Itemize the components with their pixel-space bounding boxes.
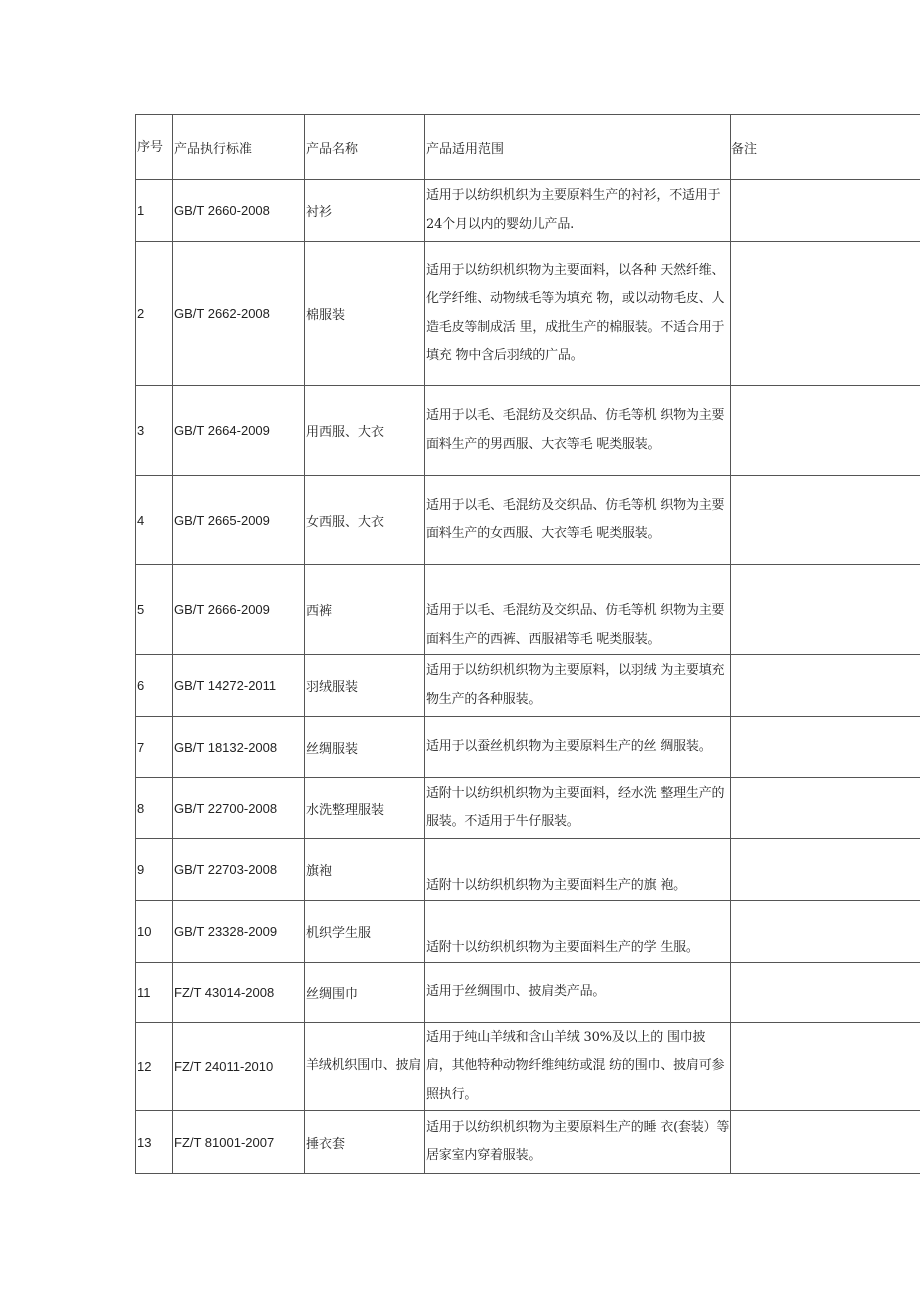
row-scope: 适附十以纺织机织物为主要面料生产的旗 袍。 <box>425 839 731 901</box>
row-product-name: 羊绒机织围巾、披肩 <box>305 1023 425 1111</box>
table-row <box>136 242 920 386</box>
row-standard-code: GB/T 2665-2009 <box>173 476 305 565</box>
row-scope: 适用于以纺织机织物为主要原料，以羽绒 为主要填充物生产的各种服装。 <box>425 655 731 717</box>
row-product-name: 丝绸服装 <box>305 717 425 778</box>
row-product-name: 羽绒服装 <box>305 655 425 717</box>
row-remark <box>731 386 920 476</box>
row-remark <box>731 901 920 963</box>
row-scope: 适用于以纺织机织物为主要原料生产的睡 衣(套装）等居家室内穿着服装。 <box>425 1111 731 1174</box>
row-product-name: 女西服、大衣 <box>305 476 425 565</box>
row-remark <box>731 963 920 1023</box>
table-row <box>136 1111 920 1174</box>
header-scope: 产品适用范围 <box>425 115 731 180</box>
row-standard-code: GB/T 22700-2008 <box>173 778 305 839</box>
row-scope: 适附十以纺织机织物为主要面料，经水洗 整理生产的服装。不适用于牛仔服装。 <box>425 778 731 839</box>
table-row <box>136 901 920 963</box>
row-serial-no: 10 <box>136 901 173 963</box>
row-product-name: 西裤 <box>305 565 425 655</box>
row-serial-no: 4 <box>136 476 173 565</box>
row-standard-code: GB/T 18132-2008 <box>173 717 305 778</box>
row-product-name: 衬衫 <box>305 180 425 242</box>
row-serial-no: 8 <box>136 778 173 839</box>
row-serial-no: 11 <box>136 963 173 1023</box>
row-product-name: 旗袍 <box>305 839 425 901</box>
row-serial-no: 7 <box>136 717 173 778</box>
table-row <box>136 963 920 1023</box>
row-remark <box>731 717 920 778</box>
standards-table <box>135 114 920 1174</box>
row-product-name: 水洗整理服装 <box>305 778 425 839</box>
header-remark: 备注 <box>731 115 920 180</box>
header-serial-no: 序号 <box>136 115 173 180</box>
row-serial-no: 12 <box>136 1023 173 1111</box>
row-standard-code: FZ/T 43014-2008 <box>173 963 305 1023</box>
row-remark <box>731 180 920 242</box>
row-standard-code: FZ/T 24011-2010 <box>173 1023 305 1111</box>
row-standard-code: GB/T 2664-2009 <box>173 386 305 476</box>
row-scope: 适用于以蚕丝机织物为主要原料生产的丝 绸服装。 <box>425 717 731 778</box>
table-row <box>136 839 920 901</box>
table-row <box>136 180 920 242</box>
row-remark <box>731 655 920 717</box>
table-row <box>136 386 920 476</box>
row-product-name: 丝绸围巾 <box>305 963 425 1023</box>
row-standard-code: GB/T 2666-2009 <box>173 565 305 655</box>
row-remark <box>731 565 920 655</box>
row-serial-no: 1 <box>136 180 173 242</box>
row-standard-code: GB/T 23328-2009 <box>173 901 305 963</box>
row-product-name: 用西服、大衣 <box>305 386 425 476</box>
row-scope: 适用于丝绸围巾、披肩类产品。 <box>425 963 731 1023</box>
table-row <box>136 565 920 655</box>
row-product-name: 棉服装 <box>305 242 425 386</box>
row-standard-code: GB/T 14272-2011 <box>173 655 305 717</box>
row-remark <box>731 1111 920 1174</box>
row-standard-code: GB/T 2660-2008 <box>173 180 305 242</box>
table-row <box>136 1023 920 1111</box>
row-scope: 适用于以纺织机织为主要原料生产的衬衫，不适用于24个月以内的婴幼儿产品. <box>425 180 731 242</box>
row-serial-no: 5 <box>136 565 173 655</box>
row-remark <box>731 778 920 839</box>
row-serial-no: 9 <box>136 839 173 901</box>
row-scope: 适附十以纺织机织物为主要面料生产的学 生服。 <box>425 901 731 963</box>
row-scope: 适用于以毛、毛混纺及交织品、仿毛等机 织物为主要面料生产的女西服、大衣等毛 呢类服装。 <box>425 476 731 565</box>
table-row <box>136 655 920 717</box>
row-serial-no: 6 <box>136 655 173 717</box>
table-row <box>136 476 920 565</box>
header-standard-code: 产品执行标准 <box>173 115 305 180</box>
row-standard-code: GB/T 22703-2008 <box>173 839 305 901</box>
row-serial-no: 3 <box>136 386 173 476</box>
row-remark <box>731 839 920 901</box>
header-product-name: 产品名称 <box>305 115 425 180</box>
row-product-name: 捶衣套 <box>305 1111 425 1174</box>
row-product-name: 机织学生服 <box>305 901 425 963</box>
row-standard-code: FZ/T 81001-2007 <box>173 1111 305 1174</box>
row-scope: 适用于以毛、毛混纺及交织品、仿毛等机 织物为主要面料生产的男西服、大衣等毛 呢类服装。 <box>425 386 731 476</box>
table-row <box>136 717 920 778</box>
header-row <box>136 115 920 180</box>
row-serial-no: 13 <box>136 1111 173 1174</box>
row-scope: 适用于纯山羊绒和含山羊绒 30%及以上的 围巾披肩，其他特种动物纤维纯纺或混 纺的围巾、披肩可参照执行。 <box>425 1023 731 1111</box>
row-scope: 适用于以毛、毛混纺及交织品、仿毛等机 织物为主要面料生产的西裤、西服裙等毛 呢类服装。 <box>425 565 731 655</box>
row-serial-no: 2 <box>136 242 173 386</box>
row-remark <box>731 242 920 386</box>
row-scope: 适用于以纺织机织物为主要面料，以各种 天然纤维、化学纤维、动物绒毛等为填充 物，或以动物毛皮、人造毛皮等制成活 里，成批生产的棉服装。不适合用于填充 物中含后羽绒的广品。 <box>425 242 731 386</box>
row-remark <box>731 1023 920 1111</box>
row-standard-code: GB/T 2662-2008 <box>173 242 305 386</box>
table-row <box>136 778 920 839</box>
row-remark <box>731 476 920 565</box>
